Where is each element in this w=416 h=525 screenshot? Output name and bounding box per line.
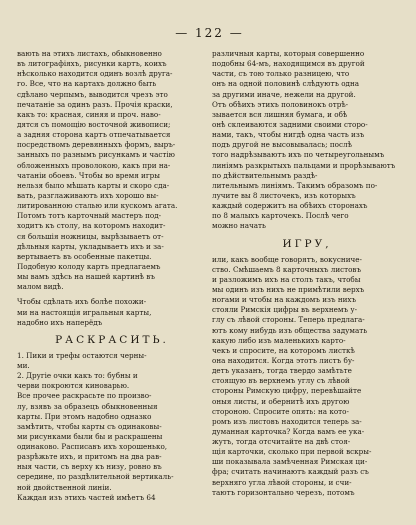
text-line: ми. bbox=[17, 360, 30, 370]
text-line: одинаково. Расписавъ ихъ хорошенько, bbox=[17, 442, 168, 452]
text-line: жутъ, тогда отсчитайте на двѣ стоя- bbox=[212, 437, 351, 447]
text-line: фра; считать начинаютъ каждый разъ съ bbox=[212, 467, 369, 477]
text-line: замѣтить, чтобы карты съ одинаковы- bbox=[17, 421, 162, 431]
text-line: ся большія ножницы, вырѣзываетъ от- bbox=[17, 231, 164, 241]
text-line: Подобную колоду картъ предлагаемъ bbox=[17, 261, 161, 271]
text-line: чекъ и спросите, на которомъ листкѣ bbox=[212, 345, 355, 355]
text-line: середине, по раздѣлительной вертикаль- bbox=[17, 472, 174, 482]
text-line: ми рисунками были бы и раскрашены bbox=[17, 431, 163, 441]
text-line: ютъ кому нибудь изъ общества задумать bbox=[212, 325, 368, 335]
text-line: нами, такъ, чтобы нигдѣ одна часть изъ bbox=[212, 130, 365, 140]
text-line: онъ на одной половинѣ слѣдуютъ одна bbox=[212, 79, 360, 89]
text-line: по дѣйствительнымъ раздѣ- bbox=[212, 170, 318, 180]
left-column bbox=[17, 49, 207, 503]
text-line: и разложимъ ихъ на столъ такъ, чтобы bbox=[212, 274, 361, 284]
text-line: сдѣлано черпымъ, выводится чрезъ это bbox=[17, 89, 168, 99]
text-line: зывается вся лишняя бумага, и обѣ bbox=[212, 109, 348, 119]
text-line: нельзя было мѣшать карты и скоро сда- bbox=[17, 180, 170, 190]
text-line: печатаніе за одинъ разъ. Прочія краски, bbox=[17, 99, 173, 109]
left-text-block-3 bbox=[17, 351, 207, 503]
text-line: онѣ склеиваются задними своими сторо- bbox=[212, 119, 368, 129]
text-line: а задняя сторона картъ отпечатывается bbox=[17, 130, 171, 140]
left-text-block-1 bbox=[17, 49, 207, 292]
text-line: надобно ихъ наперёдъ bbox=[17, 317, 103, 327]
text-line: ши показывала замѣченная Римская ци- bbox=[212, 457, 368, 467]
text-line: Каждая изъ этихъ частей имѣетъ 64 bbox=[17, 492, 156, 502]
text-line: въ литографіяхъ, рисунки картъ, коихъ bbox=[17, 59, 167, 69]
text-line: малом видѣ. bbox=[17, 282, 64, 292]
text-line: черви покроются киноварью. bbox=[17, 381, 130, 391]
text-line: дятся съ помощію восточной живописи; bbox=[17, 119, 171, 129]
text-line: думанная карточка? Когда вамъ ее ука- bbox=[212, 426, 365, 436]
text-line: го. Все, что на картахъ должно быть bbox=[17, 79, 157, 89]
text-line: части, съ тою только разницею, что bbox=[212, 69, 350, 79]
text-line: ми на настоящія игральныя карты, bbox=[17, 307, 152, 317]
text-line: таютъ горизонтально черезъ, потомъ bbox=[212, 487, 355, 497]
text-line: ныя части, съ верху къ низу, ровно въ bbox=[17, 462, 162, 472]
page-number: — 122 — bbox=[175, 26, 244, 40]
text-line: подобны 64-мъ, находящимся въ другой bbox=[212, 59, 365, 69]
text-line: занныхъ по разнымъ рисункамъ и частію bbox=[17, 150, 175, 160]
text-line: стороны Римскую цифру, перевѣшайте bbox=[212, 386, 362, 396]
text-line: какъ то: красная, синяя и проч. наво- bbox=[17, 109, 161, 119]
right-text-block-1 bbox=[212, 49, 402, 232]
text-line: Потомъ тотъ карточный мастеръ под- bbox=[17, 211, 162, 221]
right-text-block-2 bbox=[212, 255, 402, 498]
text-line: оныя листы, и обернитѣ ихъ другою bbox=[212, 396, 350, 406]
text-line: лучите вы 8 листочекъ, изъ которыхъ bbox=[212, 190, 356, 200]
text-line: литированною сталью или кускомъ агата. bbox=[17, 201, 178, 211]
text-line: различныя карты, которыя совершенно bbox=[212, 49, 365, 58]
text-line: по 8 малыхъ карточекъ. Послѣ чего bbox=[212, 211, 349, 221]
text-line: обложенныхъ проволокою, какъ при на- bbox=[17, 160, 171, 170]
text-line: верхняго угла лѣвой стороны, и счи- bbox=[212, 477, 352, 487]
text-line: линіямъ разкрытыхъ пальцами и прорѣзываютъ bbox=[212, 160, 396, 170]
text-line: ромъ изъ листовъ находится теперь за- bbox=[212, 416, 362, 426]
text-line: щія карточки, сколько при первой вскры- bbox=[212, 447, 372, 457]
text-line: лительнымъ линіямъ. Такимъ образомъ по- bbox=[212, 180, 378, 190]
text-line: 1. Пики и трефы остаются черны- bbox=[17, 350, 147, 360]
text-line: ногами и чтобы на каждомъ изъ нихъ bbox=[212, 295, 357, 305]
text-line: лу, взявъ за образецъ обыкновенныя bbox=[17, 401, 158, 411]
text-line: вать, разглаживаютъ ихъ хорошо вы- bbox=[17, 190, 159, 200]
text-line: карты. При этомъ надобно одназко bbox=[17, 411, 152, 421]
text-line: Все прочее раскрасьте по произво- bbox=[17, 391, 152, 401]
text-line: вертываетъ въ особенные пакетцы. bbox=[17, 251, 152, 261]
text-line: можно начать bbox=[212, 221, 266, 231]
text-line: подъ другой не высовывалась; послѣ bbox=[212, 140, 352, 150]
text-line: или, какъ вообще говорятъ, вокусниче- bbox=[212, 254, 362, 264]
text-line: за другими иначе, нежели на другой. bbox=[212, 89, 356, 99]
text-columns bbox=[17, 49, 402, 503]
text-line: мы одинъ изъ нихъ не примѣтили верхъ bbox=[212, 284, 365, 294]
text-line: ство. Смѣшаемъ 8 карточныхъ листовъ bbox=[212, 264, 362, 274]
text-line: Чтобы сдѣлать ихъ болѣе похожи- bbox=[17, 297, 147, 307]
text-line: того надрѣзываютъ ихъ по четыреугольнымъ bbox=[212, 150, 385, 160]
text-line: вають на этихъ листахъ, обыкновенно bbox=[17, 49, 162, 58]
text-line: дѣльныя карты, укладываетъ ихъ и за- bbox=[17, 241, 164, 251]
section-heading-raskrasit: РАСКРАСИТЬ. bbox=[55, 333, 169, 346]
text-line: мы вамъ здѣсь на нашей картинѣ въ bbox=[17, 272, 155, 282]
section-heading-igru: ИГРУ, bbox=[282, 237, 332, 250]
text-line: 2. Другіе очки какъ то: бубны и bbox=[17, 371, 138, 381]
text-line: разрѣжьте ихъ, и притомъ на два рав- bbox=[17, 452, 162, 462]
text-line: ной двойственной линіи. bbox=[17, 482, 112, 492]
text-line: чатаніи обоевъ. Чтобы во время игры bbox=[17, 170, 160, 180]
text-line: какую либо изъ маленькихъ карто- bbox=[212, 335, 346, 345]
text-line: Отъ обѣихъ этихъ половинокъ отрѣ- bbox=[212, 99, 349, 109]
text-line: глу съ лѣвой стороны. Теперь предлага- bbox=[212, 315, 365, 325]
text-line: она находится. Когда этотъ листъ бу- bbox=[212, 355, 355, 365]
left-text-block-2 bbox=[17, 297, 207, 327]
right-column bbox=[212, 49, 402, 503]
text-line: каждый содержитъ на обѣихъ сторонахъ bbox=[212, 201, 368, 211]
text-line: нѣсколько находится одинъ возлѣ друга- bbox=[17, 69, 173, 79]
text-line: детъ указанъ, тогда твердо замѣтьте bbox=[212, 366, 352, 376]
text-line: стояли Римскія цифры въ верхнемъ у- bbox=[212, 305, 358, 315]
text-line: стоящую въ верхнемъ углу съ лѣвой bbox=[212, 376, 350, 386]
text-line: стороною. Спросите опять: на кото- bbox=[212, 406, 349, 416]
text-line: посредствомъ деревянныхъ формъ, выръ- bbox=[17, 140, 176, 150]
text-line: ходитъ къ столу, на которомъ находит- bbox=[17, 221, 166, 231]
